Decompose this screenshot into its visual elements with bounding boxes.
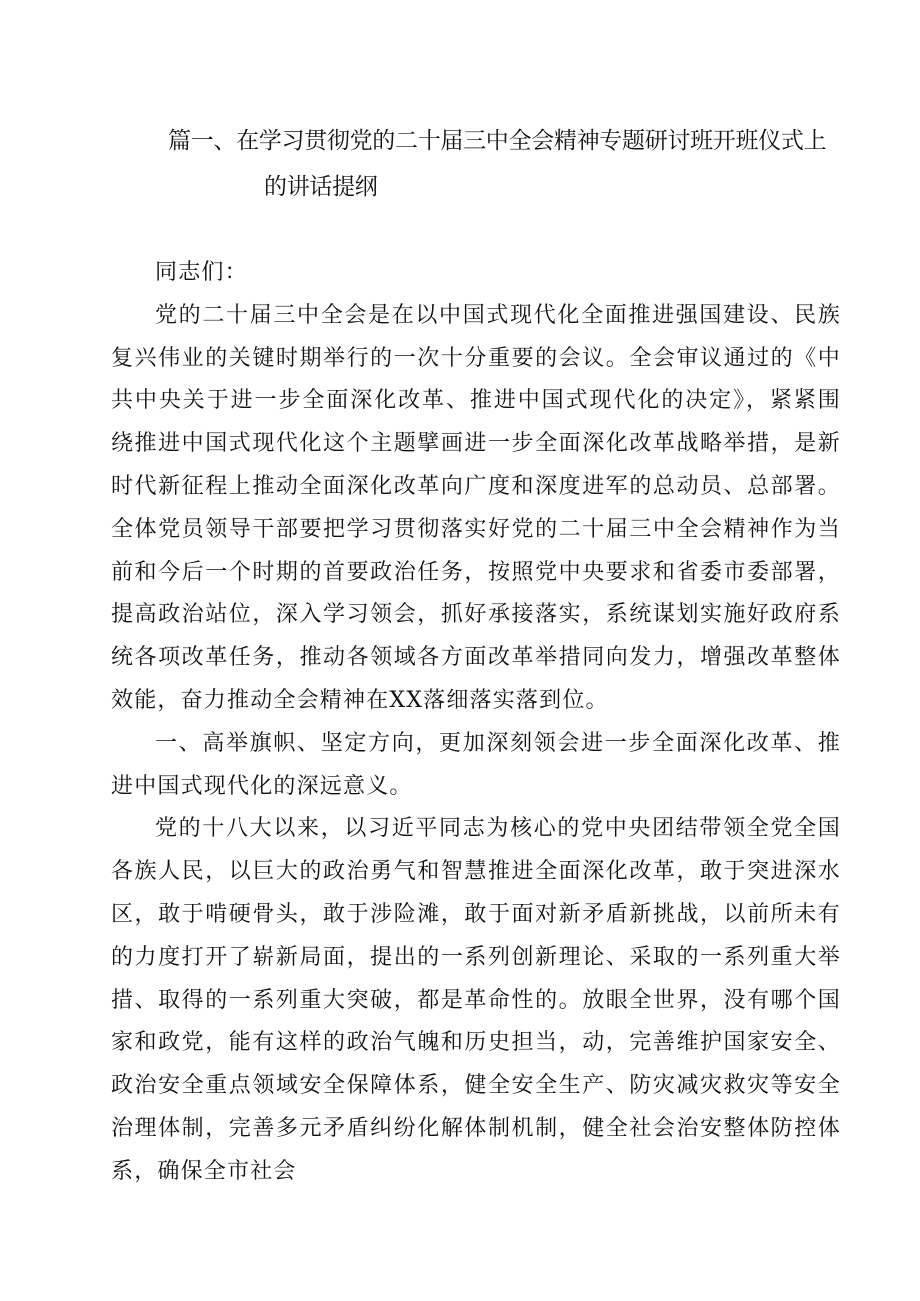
title-line-1: 篇一、在学习贯彻党的二十届三中全会精神专题研讨班开班仪式上 xyxy=(168,128,827,154)
greeting: 同志们： xyxy=(155,260,248,285)
paragraph-intro: 党的二十届三中全会是在以中国式现代化全面推进强国建设、民族复兴伟业的关键时期举行的一次十分重要的会议。全会审议通过的《中共中央关于进一步全面深化改革、推进中国式现代化的决定》，紧紧围绕推进中国式现代化这个主题擘画进一步全面深化改革战略举措，是新时代新征程上推动全面深化改革向广度和深度进军的总动员、总部署。全体党员领导干部要把学习贯彻落实好党的二十届三中全会精神作为当前和今后一个时期的首要政治任务，按照党中央要求和省委市委部署，提高政治站位，深入学习领会，抓好承接落实，系统谋划实施好政府系统各项改革任务，推动各领域各方面改革举措同向发力，增强改革整体效能，奋力推动全会精神在XX落细落实落到位。 xyxy=(111,302,841,713)
title-line-2: 的讲话提纲 xyxy=(264,174,378,200)
document-body xyxy=(111,252,841,1194)
paragraph-section-1: 党的十八大以来，以习近平同志为核心的党中央团结带领全党全国各族人民，以巨大的政治勇气和智慧推进全面深化改革，敢于突进深水区，敢于啃硬骨头，敢于涉险滩，敢于面对新矛盾新挑战，以前所未有的力度打开了崭新局面，提出的一系列创新理论、采取的一系列重大举措、取得的一系列重大突破，都是革命性的。放眼全世界，没有哪个国家和政党，能有这样的政治气魄和历史担当，动，完善维护国家安全、政治安全重点领域安全保障体系，健全安全生产、防灾减灾救灾等安全治理体制，完善多元矛盾纠纷化解体制机制，健全社会治安整体防控体系，确保全市社会 xyxy=(111,816,841,1184)
section-heading-1: 一、高举旗帜、坚定方向，更加深刻领会进一步全面深化改革、推进中国式现代化的深远意义。 xyxy=(111,730,841,799)
document-title xyxy=(168,118,868,210)
